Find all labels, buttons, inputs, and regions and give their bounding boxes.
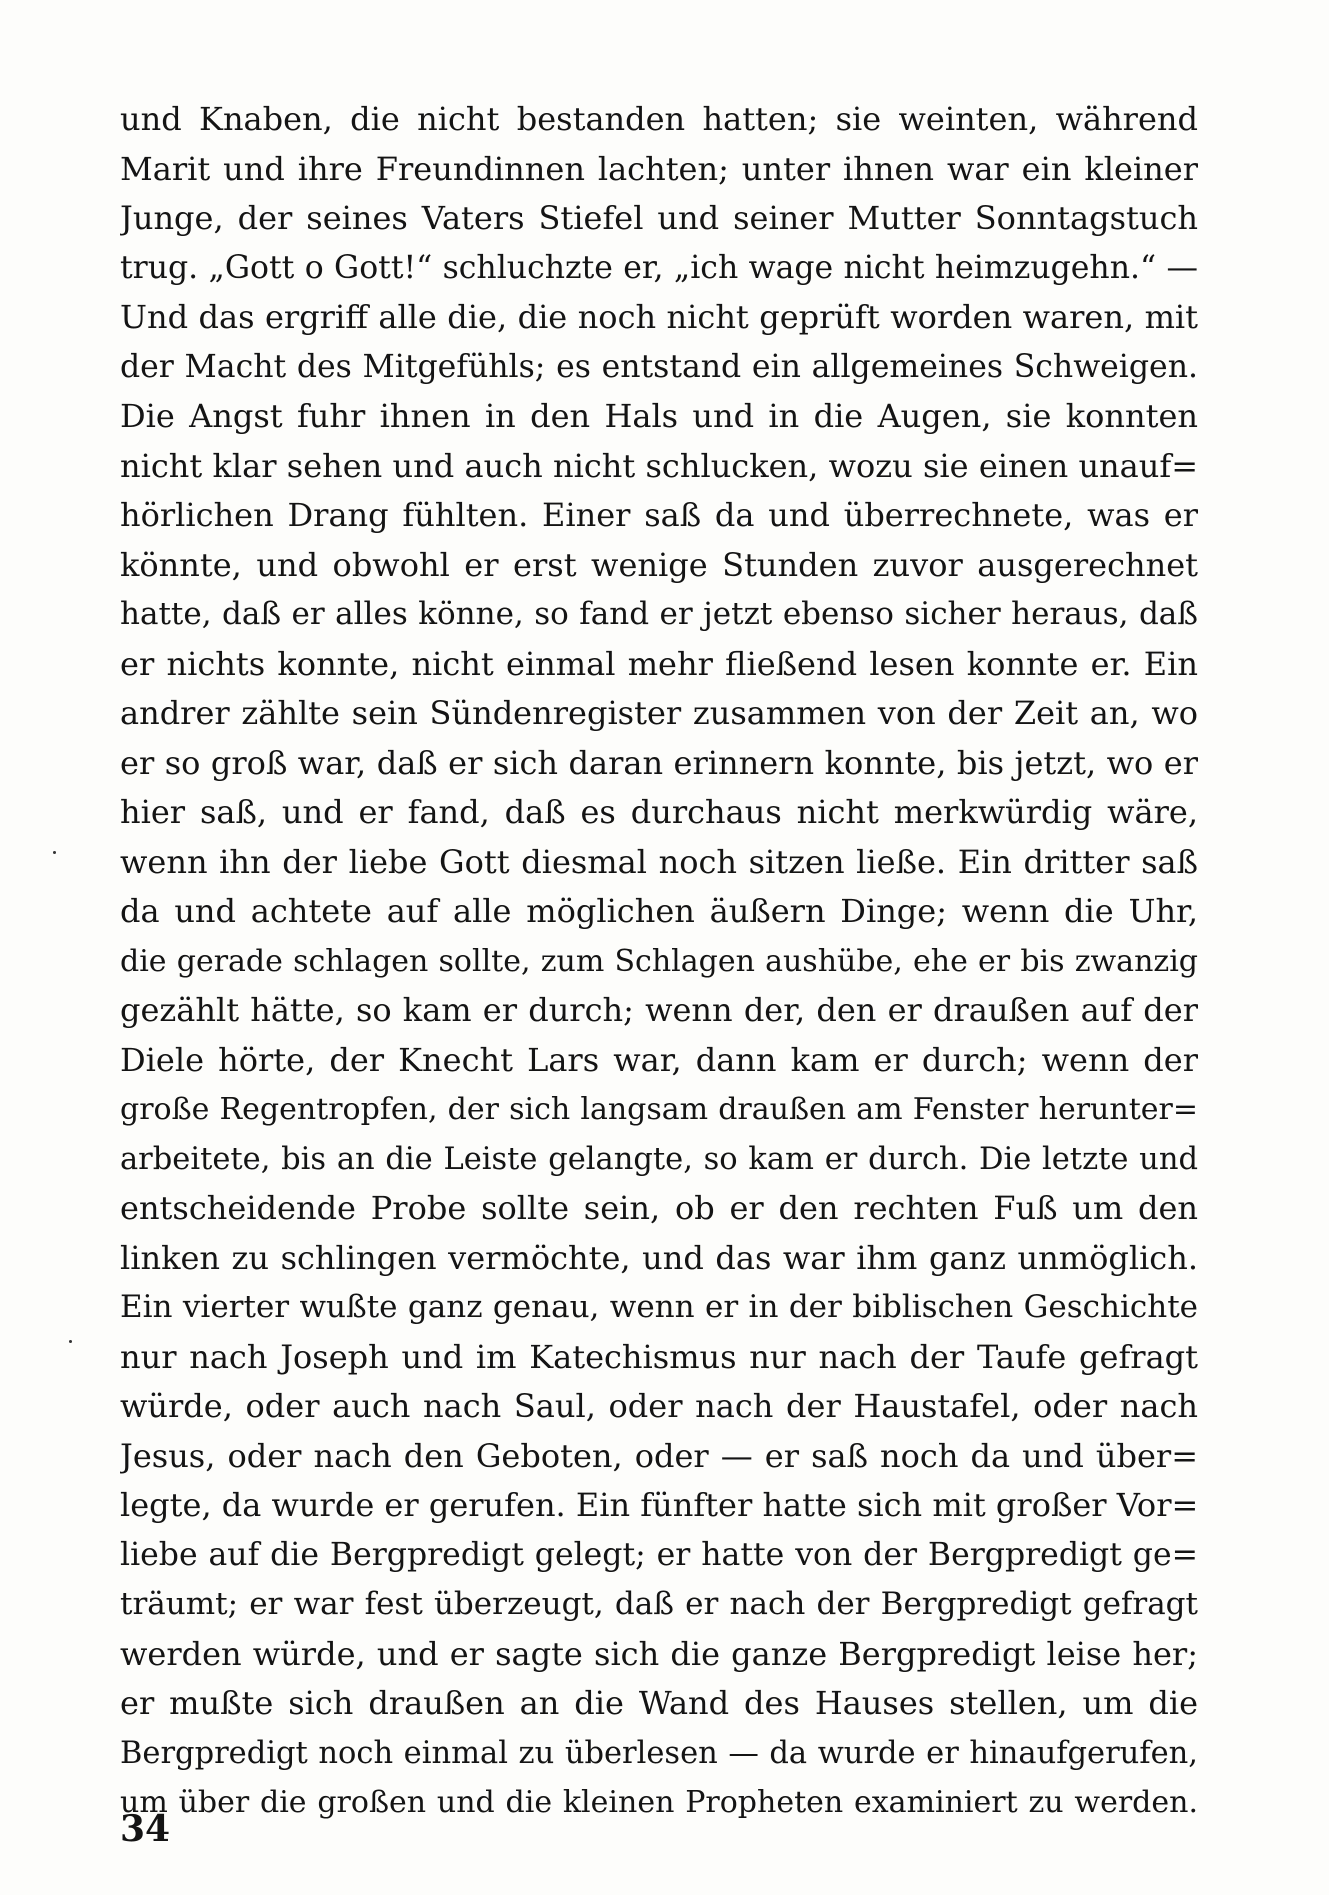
text-line: die gerade schlagen sollte, zum Schlagen aushübe, ehe er bis zwanzig — [120, 943, 1198, 979]
text-line: er so groß war, daß er sich daran erinnern konnte, bis jetzt, wo er — [120, 743, 1198, 782]
text-line: er nichts konnte, nicht einmal mehr fließend lesen konnte er. Ein — [120, 644, 1198, 683]
text-line: Jesus, oder nach den Geboten, oder — er saß noch da und über= — [120, 1436, 1198, 1475]
text-line: hatte, daß er alles könne, so fand er jetzt ebenso sicher heraus, daß — [120, 596, 1198, 632]
text-line: Marit und ihre Freundinnen lachten; unter ihnen war ein kleiner — [120, 149, 1198, 188]
text-line: Junge, der seines Vaters Stiefel und seiner Mutter Sonntagstuch — [120, 199, 1198, 237]
page-number: 34 — [120, 1808, 171, 1850]
text-line: der Macht des Mitgefühls; es entstand ein allgemeines Schweigen. — [120, 348, 1198, 385]
text-line: gezählt hätte, so kam er durch; wenn der, den er draußen auf der — [120, 991, 1198, 1029]
text-line: hörlichen Drang fühlten. Einer saß da und überrechnete, was er — [120, 496, 1198, 534]
text-line: Ein vierter wußte ganz genau, wenn er in der biblischen Geschichte — [120, 1289, 1198, 1325]
text-line: er mußte sich draußen an die Wand des Hauses stellen, um die — [120, 1684, 1198, 1722]
text-line: linken zu schlingen vermöchte, und das war ihm ganz unmöglich. — [120, 1238, 1198, 1277]
text-line: trug. „Gott o Gott!“ schluchzte er, „ich wage nicht heimzugehn.“ — — [120, 249, 1198, 286]
text-line: da und achtete auf alle möglichen äußern Dinge; wenn die Uhr, — [120, 892, 1198, 930]
text-line: Diele hörte, der Knecht Lars war, dann kam er durch; wenn der — [120, 1040, 1198, 1079]
print-speck — [53, 851, 56, 854]
text-line: Bergpredigt noch einmal zu überlesen — da wurde er hinaufgerufen, — [120, 1735, 1198, 1771]
text-line: träumt; er war fest überzeugt, daß er nach der Bergpredigt gefragt — [120, 1586, 1198, 1622]
text-line: Die Angst fuhr ihnen in den Hals und in die Augen, sie konnten — [120, 397, 1198, 435]
text-line: wenn ihn der liebe Gott diesmal noch sitzen ließe. Ein dritter saß — [120, 842, 1198, 881]
text-line: entscheidende Probe sollte sein, ob er den rechten Fuß um den — [120, 1189, 1198, 1227]
text-line: Und das ergriff alle die, die noch nicht geprüft worden waren, mit — [120, 298, 1198, 336]
text-line: werden würde, und er sagte sich die ganze Bergpredigt leise her; — [120, 1634, 1198, 1673]
text-line: und Knaben, die nicht bestanden hatten; sie weinten, während — [120, 100, 1198, 138]
print-speck — [69, 1340, 72, 1343]
text-line-last: um über die großen und die kleinen Propheten examiniert zu werden. — [120, 1785, 1198, 1820]
text-line: große Regentropfen, der sich langsam draußen am Fenster herunter= — [120, 1092, 1198, 1127]
text-line: nur nach Joseph und im Katechismus nur nach der Taufe gefragt — [120, 1337, 1198, 1376]
text-line: könnte, und obwohl er erst wenige Stunden zuvor ausgerechnet — [120, 545, 1198, 584]
text-line: arbeitete, bis an die Leiste gelangte, so kam er durch. Die letzte und — [120, 1141, 1198, 1177]
text-line: nicht klar sehen und auch nicht schlucken, wozu sie einen unauf= — [120, 446, 1198, 485]
text-line: hier saß, und er fand, daß es durchaus nicht merkwürdig wäre, — [120, 793, 1198, 831]
text-line: andrer zählte sein Sündenregister zusammen von der Zeit an, wo — [120, 694, 1198, 732]
text-line: legte, da wurde er gerufen. Ein fünfter hatte sich mit großer Vor= — [120, 1486, 1198, 1524]
text-line: liebe auf die Bergpredigt gelegt; er hatte von der Bergpredigt ge= — [120, 1536, 1198, 1573]
body-text — [120, 95, 1198, 1828]
text-line: würde, oder auch nach Saul, oder nach der Haustafel, oder nach — [120, 1387, 1198, 1425]
